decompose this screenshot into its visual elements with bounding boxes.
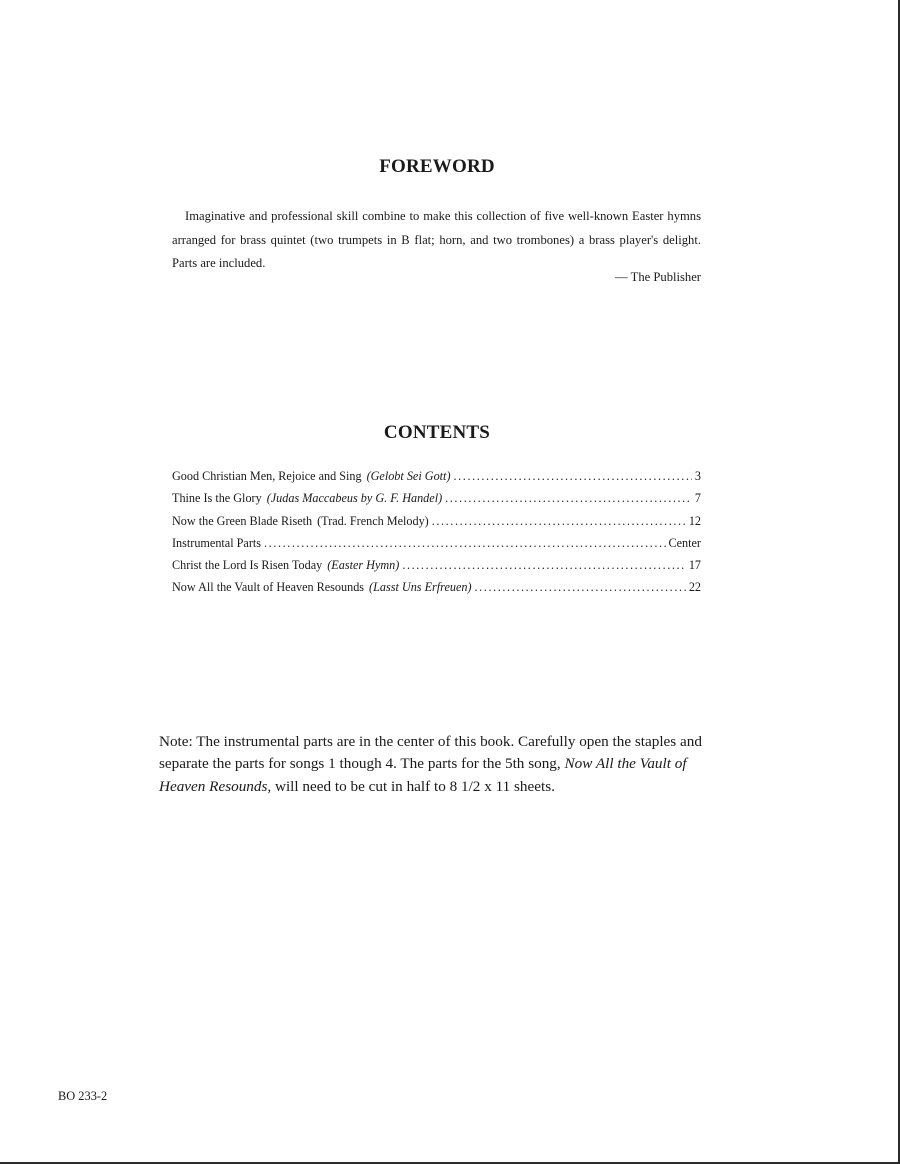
toc-entry-title: Now the Green Blade Riseth xyxy=(172,513,313,528)
toc-entry-page: 22 xyxy=(688,580,701,595)
toc-entry-title: Instrumental Parts xyxy=(172,535,262,550)
catalog-number: BO 233-2 xyxy=(58,1089,108,1103)
toc-dot-leader xyxy=(432,514,686,529)
toc-dot-leader xyxy=(264,536,665,551)
toc-dot-leader xyxy=(454,469,692,484)
toc-entry-subtitle: (Easter Hymn) xyxy=(327,558,400,573)
toc-entry-instrumental-parts xyxy=(172,536,701,558)
toc-entry-page: 12 xyxy=(688,513,701,528)
toc-entry-now-the-green-blade xyxy=(172,514,701,536)
toc-entry-page: Center xyxy=(668,535,701,550)
toc-entry-subtitle: (Lasst Uns Erfreuen) xyxy=(369,580,472,595)
toc-entry-title: Christ the Lord Is Risen Today xyxy=(172,558,323,573)
toc-dot-leader xyxy=(445,491,692,506)
toc-entry-title: Thine Is the Glory xyxy=(172,491,262,506)
foreword-heading: FOREWORD xyxy=(379,156,495,177)
toc-entry-title: Good Christian Men, Rejoice and Sing xyxy=(172,469,362,483)
toc-entry-now-all-the-vault xyxy=(172,580,701,602)
note-song-title: Now All the Vault of Heaven Resounds xyxy=(159,755,687,795)
toc-dot-leader xyxy=(475,580,686,595)
toc-entry-thine-is-the-glory xyxy=(172,491,701,513)
foreword-body: Imaginative and professional skill combine to make this collection of five well-known Easter hymns arranged for brass quintet (two trumpets in B flat; horn, and two trombones) a brass player's delight. Parts are included. xyxy=(172,209,701,270)
toc-entry-page: 3 xyxy=(694,469,701,483)
note-text-after: , will need to be cut in half to 8 1/2 x 11 sheets. xyxy=(267,777,555,795)
toc-entry-good-christian-men xyxy=(172,469,701,491)
toc-entry-christ-the-lord xyxy=(172,558,701,580)
instrumental-parts-note xyxy=(159,731,724,798)
toc-dot-leader xyxy=(402,558,685,573)
toc-entry-page: 7 xyxy=(694,491,701,506)
toc-entry-page: 17 xyxy=(688,558,701,573)
note-text-before: Note: The instrumental parts are in the center of this book. Carefully open the staples and separate the parts for songs 1 though 4. The parts for the 5th song, xyxy=(159,733,702,773)
table-of-contents xyxy=(172,469,701,603)
contents-heading: CONTENTS xyxy=(383,422,491,443)
toc-entry-subtitle: (Trad. French Melody) xyxy=(317,513,429,528)
toc-entry-title: Now All the Vault of Heaven Resounds xyxy=(172,580,365,595)
toc-entry-subtitle: (Judas Maccabeus by G. F. Handel) xyxy=(266,491,443,506)
toc-entry-subtitle: (Gelobt Sei Gott) xyxy=(366,469,451,483)
publisher-signature: — The Publisher xyxy=(615,270,701,284)
